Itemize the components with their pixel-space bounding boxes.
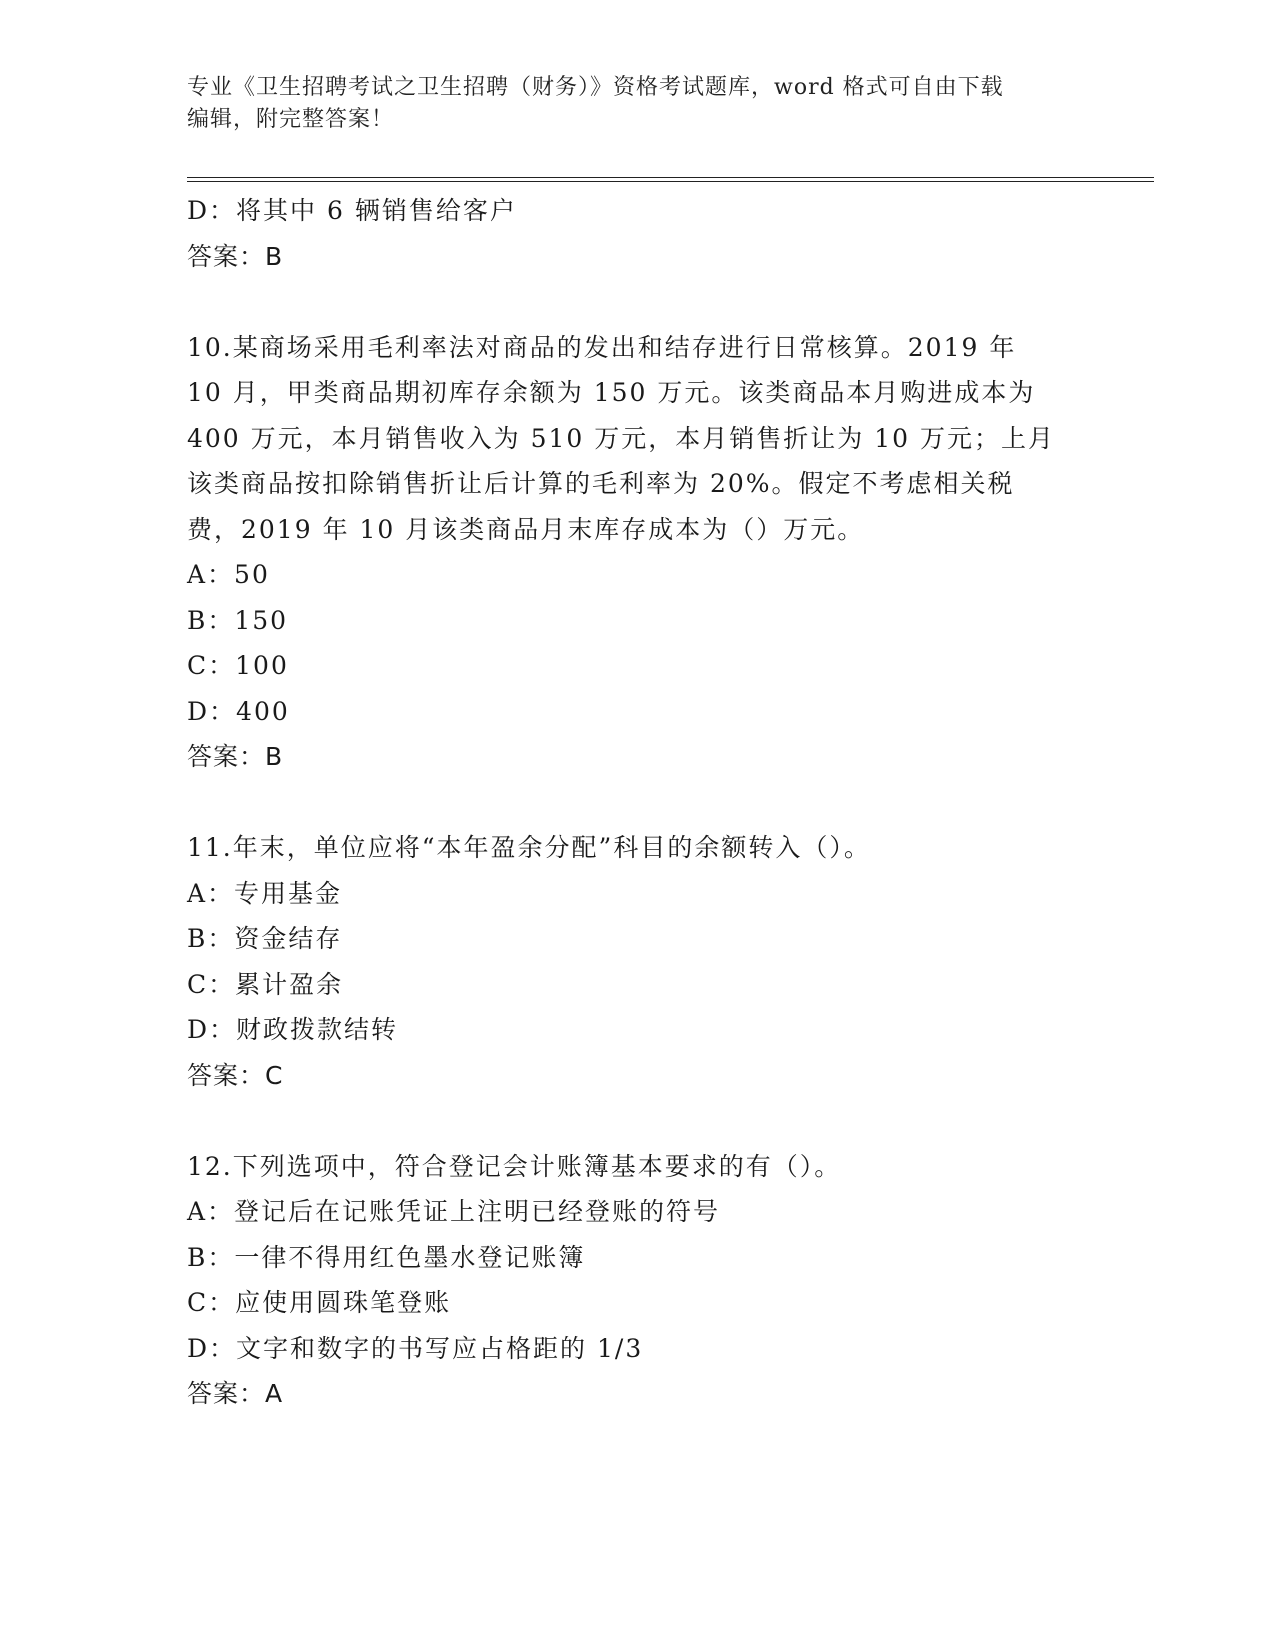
question-text-line: 10 月，甲类商品期初库存余额为 150 万元。该类商品本月购进成本为 xyxy=(187,378,1036,407)
option-c: C：应使用圆珠笔登账 xyxy=(187,1288,452,1317)
option-d: D：将其中 6 辆销售给客户 xyxy=(187,196,517,225)
question-list xyxy=(187,188,1087,1417)
option-a: A：专用基金 xyxy=(187,878,343,908)
option-d: D：财政拨款结转 xyxy=(187,1015,399,1044)
question-10 xyxy=(187,325,1087,780)
spacer xyxy=(187,279,1087,325)
option-b: B：一律不得用红色墨水登记账簿 xyxy=(187,1242,586,1272)
option-a: A：登记后在记账凭证上注明已经登账的符号 xyxy=(187,1197,721,1226)
answer: 答案：C xyxy=(187,1060,284,1090)
option-b: B：150 xyxy=(187,605,289,635)
answer: 答案：A xyxy=(187,1379,284,1408)
option-d: D：400 xyxy=(187,696,290,726)
question-9-tail xyxy=(187,188,1087,279)
document-header xyxy=(187,72,1067,136)
question-text: 12.下列选项中，符合登记会计账簿基本要求的有（）。 xyxy=(187,1151,842,1181)
header-double-rule xyxy=(187,177,1154,182)
question-12 xyxy=(187,1144,1087,1417)
option-c: C：100 xyxy=(187,651,289,680)
option-a: A：50 xyxy=(187,560,270,589)
option-c: C：累计盈余 xyxy=(187,969,344,999)
spacer xyxy=(187,1098,1087,1144)
question-text-line: 10.某商场采用毛利率法对商品的发出和结存进行日常核算。2019 年 xyxy=(187,332,1017,362)
question-text-line: 费，2019 年 10 月该类商品月末库存成本为（）万元。 xyxy=(187,514,865,544)
header-text-line-2: 编辑，附完整答案！ xyxy=(187,107,395,132)
question-text: 11.年末，单位应将“本年盈余分配”科目的余额转入（）。 xyxy=(187,833,871,862)
option-b: B：资金结存 xyxy=(187,924,343,953)
answer: 答案：B xyxy=(187,241,284,271)
spacer xyxy=(187,780,1087,826)
option-d: D：文字和数字的书写应占格距的 1/3 xyxy=(187,1333,644,1363)
answer: 答案：B xyxy=(187,742,284,771)
question-text-line: 400 万元，本月销售收入为 510 万元，本月销售折让为 10 万元；上月 xyxy=(187,423,1055,453)
header-text-line-1: 专业《卫生招聘考试之卫生招聘（财务）》资格考试题库，word 格式可自由下载 xyxy=(187,75,1004,100)
question-text-line: 该类商品按扣除销售折让后计算的毛利率为 20%。假定不考虑相关税 xyxy=(187,469,1015,498)
question-11 xyxy=(187,825,1087,1098)
